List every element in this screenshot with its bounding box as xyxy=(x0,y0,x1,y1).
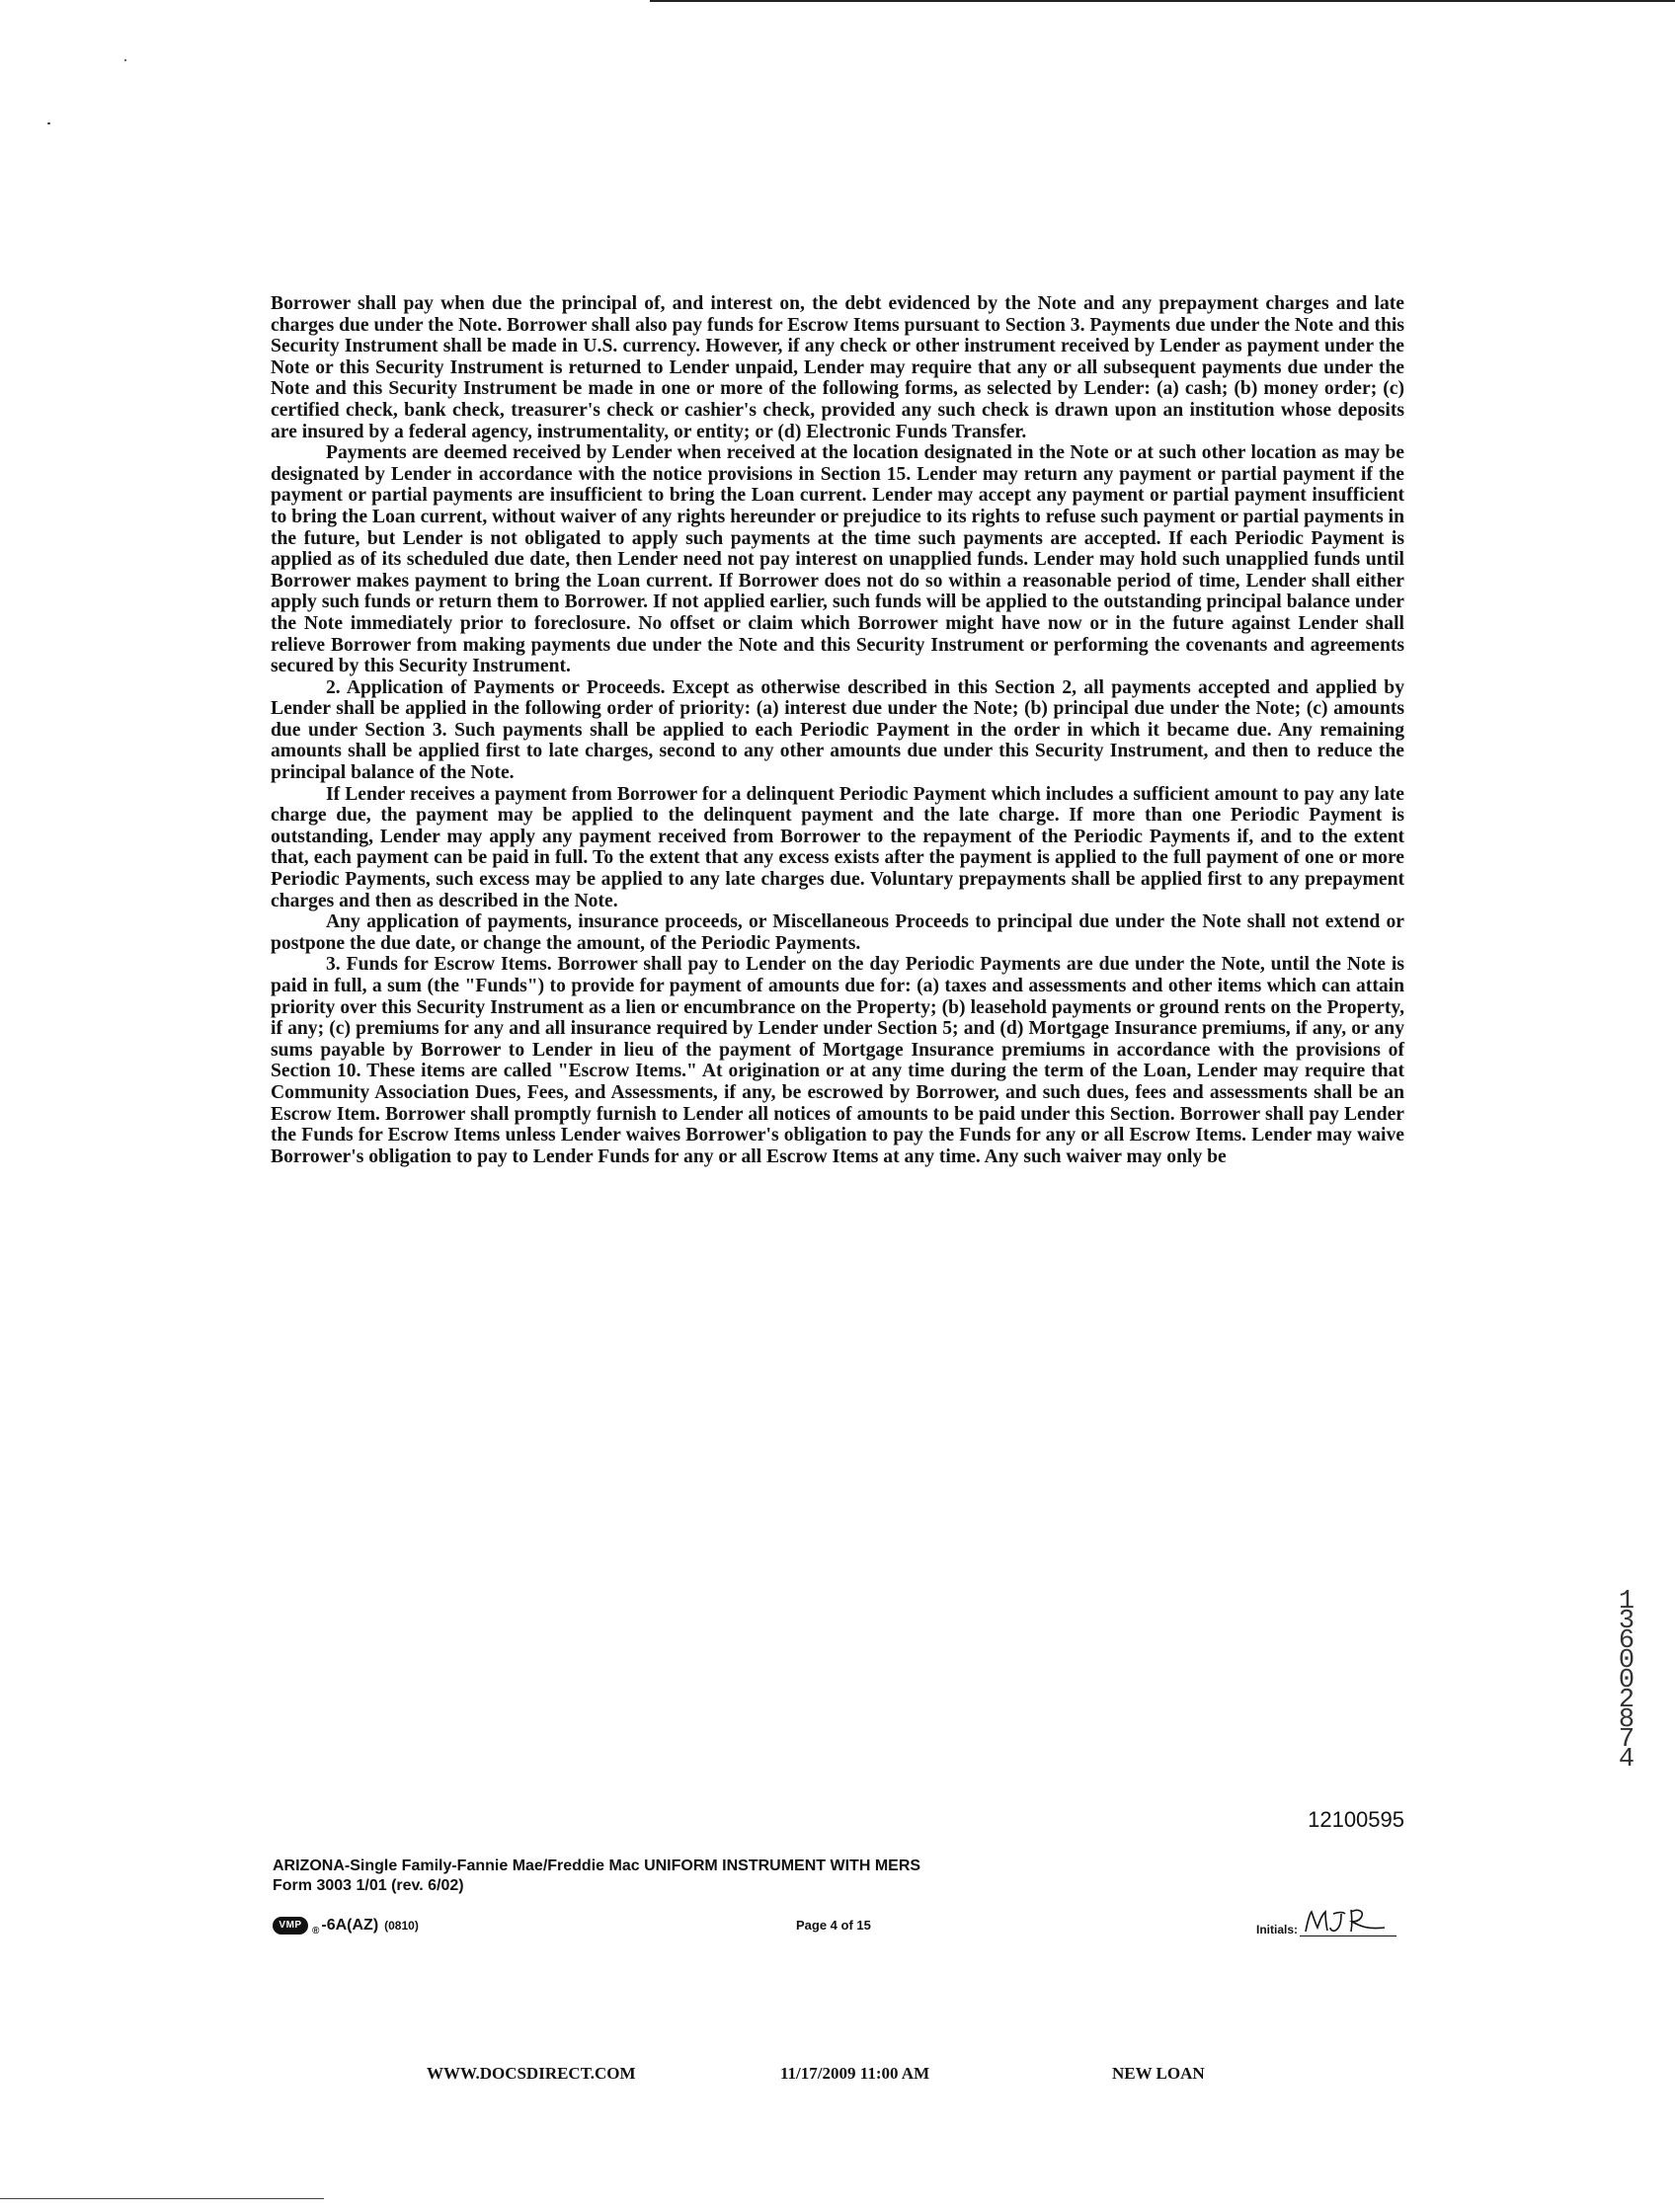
recording-stamp: 1360 0 2874 xyxy=(1618,1587,1635,1775)
paragraph-application-proceeds: Any application of payments, insurance proceeds, or Miscellaneous Proceeds to principal due under the Note shall not extend or postpone the due date, or change the amount, of the Periodic Payments. xyxy=(271,911,1404,954)
document-body xyxy=(271,293,1404,1167)
print-datetime: 11/17/2009 11:00 AM xyxy=(780,2064,930,2083)
print-status: NEW LOAN xyxy=(1112,2064,1205,2083)
paragraph-section-2-application: 2. Application of Payments or Proceeds. Except as otherwise described in this Section 2, all payments accepted and applied by Lender shall be applied in the following order of priority: (a) interest due under the Note; (b) principal due under the Note; (c) amounts due under Section 3. Such payments shall be applied to each Periodic Payment in the order in which it became due. Any remaining amounts shall be applied first to late charges, second to any other amounts due under this Security Instrument, and then to reduce the principal balance of the Note. xyxy=(271,676,1404,784)
paragraph-section-3-escrow: 3. Funds for Escrow Items. Borrower shall pay to Lender on the day Periodic Payments are due under the Note, until the Note is paid in full, a sum (the "Funds") to provide for payment of amounts due for: (a) taxes and assessments and other items which can attain priority over this Security Instrument as a lien or encumbrance on the Property; (b) leasehold payments or ground rents on the Property, if any; (c) premiums for any and all insurance required by Lender under Section 5; and (d) Mortgage Insurance premiums, if any, or any sums payable by Borrower to Lender in lieu of the payment of Mortgage Insurance premiums in accordance with the provisions of Section 10. These items are called "Escrow Items." At origination or at any time during the term of the Loan, Lender may require that Community Association Dues, Fees, and Assessments, if any, be escrowed by Borrower, and such dues, fees and assessments shall be an Escrow Item. Borrower shall promptly furnish to Lender all notices of amounts to be paid under this Section. Borrower shall pay Lender the Funds for Escrow Items unless Lender waives Borrower's obligation to pay the Funds for any or all Escrow Items. Lender may waive Borrower's obligation to pay to Lender Funds for any or all Escrow Items at any time. Any such waiver may only be xyxy=(271,954,1404,1167)
page-number: Page 4 of 15 xyxy=(796,1918,871,1933)
top-scan-rule xyxy=(650,0,1675,2)
initials-field xyxy=(1256,1904,1396,1936)
form-footer xyxy=(273,1856,920,1896)
loan-number: 12100595 xyxy=(1308,1807,1404,1832)
form-number: Form 3003 1/01 (rev. 6/02) xyxy=(273,1877,464,1894)
registered-mark: ® xyxy=(312,1926,320,1936)
paragraph-payments-received: Payments are deemed received by Lender when received at the location designated in the Note or at such other location as may be designated by Lender in accordance with the notice provisions in Section 15. Lender may return any payment or partial payment if the payment or partial payments are insufficient to bring the Loan current. Lender may accept any payment or partial payment insufficient to bring the Loan current, without waiver of any rights hereunder or prejudice to its rights to refuse such payment or partial payments in the future, but Lender is not obligated to apply such payments at the time such payments are accepted. If each Periodic Payment is applied as of its scheduled due date, then Lender need not pay interest on unapplied funds. Lender may hold such unapplied funds until Borrower makes payment to bring the Loan current. If Borrower does not do so within a reasonable period of time, Lender shall either apply such funds or return them to Borrower. If not applied earlier, such funds will be applied to the outstanding principal balance under the Note immediately prior to foreclosure. No offset or claim which Borrower might have now or in the future against Lender shall relieve Borrower from making payments due under the Note and this Security Instrument or performing the covenants and agreements secured by this Security Instrument. xyxy=(271,442,1404,677)
bottom-scan-rule xyxy=(0,2198,324,2199)
docsdirect-website: WWW.DOCSDIRECT.COM xyxy=(427,2064,636,2083)
form-code: -6A(AZ) xyxy=(321,1916,379,1934)
vmp-form-code xyxy=(273,1914,419,1936)
paragraph-delinquent-payment: If Lender receives a payment from Borrower for a delinquent Periodic Payment which includes a sufficient amount to pay any late charge due, the payment may be applied to the delinquent payment and the late charge. If more than one Periodic Payment is outstanding, Lender may apply any payment received from Borrower to the repayment of the Periodic Payments if, and to the extent that, each payment can be paid in full. To the extent that any excess exists after the payment is applied to the full payment of one or more Periodic Payments, such excess may be applied to any late charges due. Voluntary prepayments shall be applied first to any prepayment charges and then as described in the Note. xyxy=(271,783,1404,911)
initials-label: Initials: xyxy=(1256,1923,1299,1936)
form-code-rev: (0810) xyxy=(384,1918,419,1933)
initials-signature xyxy=(1300,1904,1396,1936)
scan-speck xyxy=(124,59,126,61)
form-title: ARIZONA-Single Family-Fannie Mae/Freddie Mac UNIFORM INSTRUMENT WITH MERS xyxy=(273,1857,921,1874)
vmp-logo-icon: VMP xyxy=(273,1917,308,1935)
handwritten-initials-icon xyxy=(1300,1904,1398,1937)
scan-speck xyxy=(47,122,50,124)
paragraph-payments-currency: Borrower shall pay when due the principal of, and interest on, the debt evidenced by the Note and any prepayment charges and late charges due under the Note. Borrower shall also pay funds for Escrow Items pursuant to Section 3. Payments due under the Note and this Security Instrument shall be made in U.S. currency. However, if any check or other instrument received by Lender as payment under the Note or this Security Instrument is returned to Lender unpaid, Lender may require that any or all subsequent payments due under the Note and this Security Instrument be made in one or more of the following forms, as selected by Lender: (a) cash; (b) money order; (c) certified check, bank check, treasurer's check or cashier's check, provided any such check is drawn upon an institution whose deposits are insured by a federal agency, instrumentality, or entity; or (d) Electronic Funds Transfer. xyxy=(271,293,1404,442)
